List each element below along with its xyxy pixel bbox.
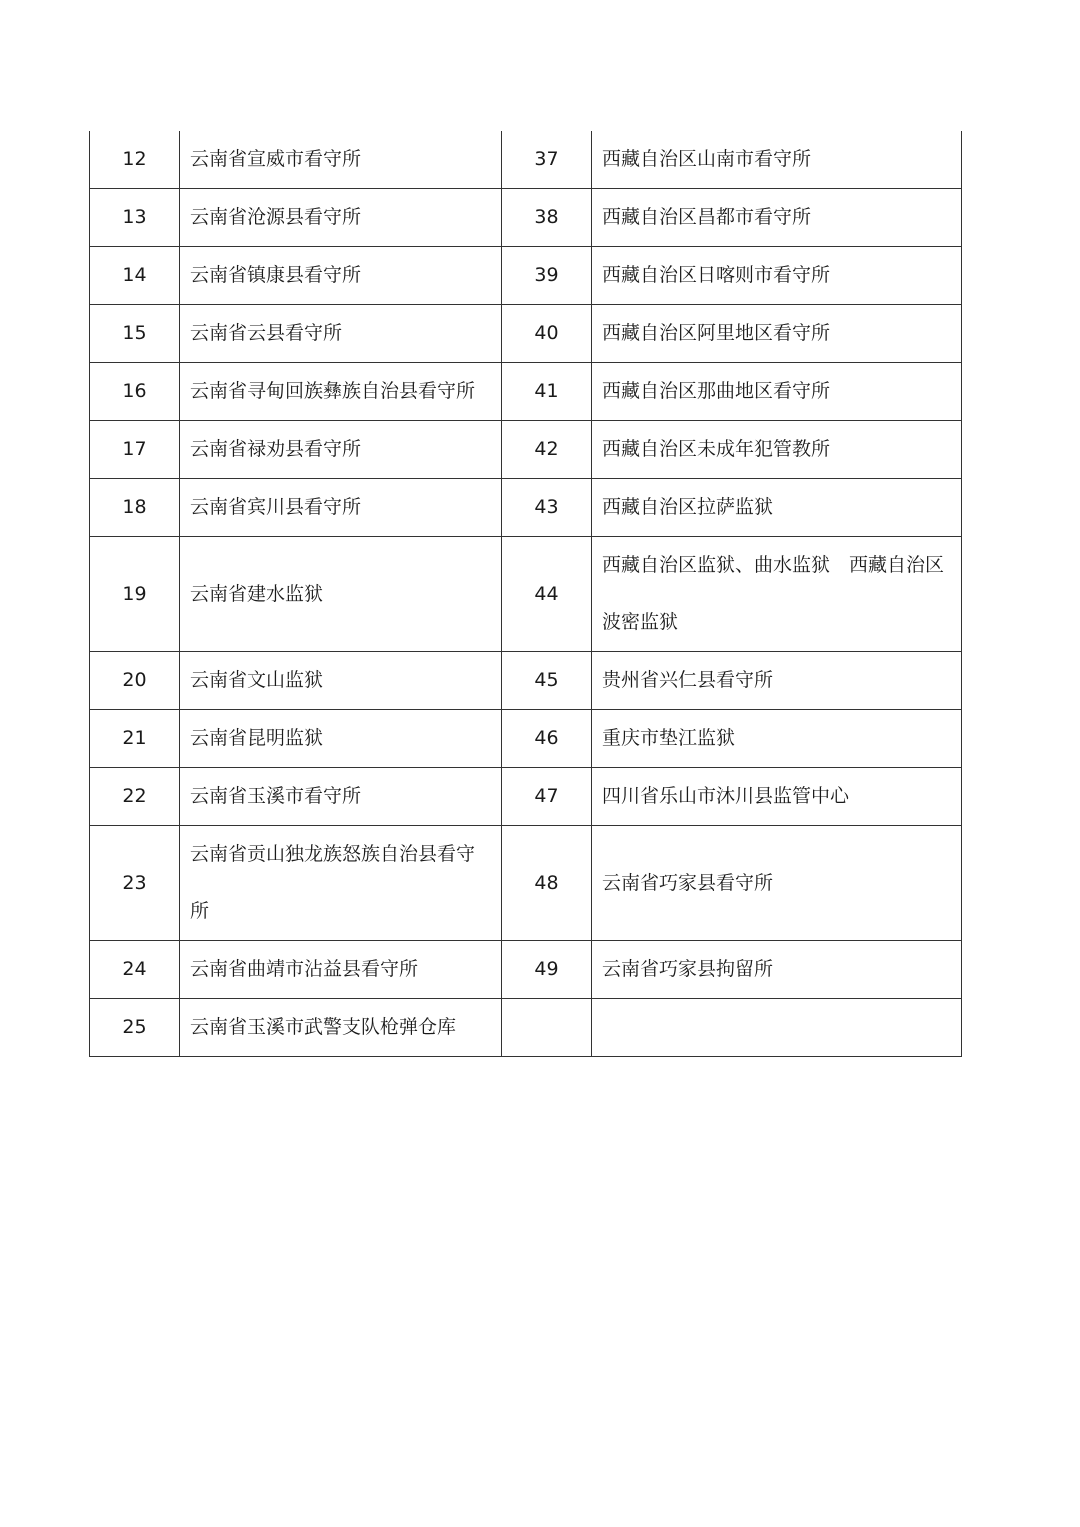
table-row bbox=[90, 999, 962, 1057]
table-row bbox=[90, 826, 962, 941]
right-number-cell: 38 bbox=[502, 189, 592, 247]
left-number-cell: 17 bbox=[90, 421, 180, 479]
left-number-cell: 16 bbox=[90, 363, 180, 421]
left-name-cell: 云南省寻甸回族彝族自治县看守所 bbox=[180, 363, 502, 421]
right-name-cell: 西藏自治区拉萨监狱 bbox=[592, 479, 962, 537]
left-number-cell: 15 bbox=[90, 305, 180, 363]
right-number-cell: 39 bbox=[502, 247, 592, 305]
left-name-cell: 云南省昆明监狱 bbox=[180, 710, 502, 768]
right-number-cell: 45 bbox=[502, 652, 592, 710]
left-number-cell: 12 bbox=[90, 131, 180, 189]
right-name-cell: 西藏自治区山南市看守所 bbox=[592, 131, 962, 189]
right-number-cell: 46 bbox=[502, 710, 592, 768]
left-name-cell: 云南省玉溪市武警支队枪弹仓库 bbox=[180, 999, 502, 1057]
right-number-cell: 43 bbox=[502, 479, 592, 537]
left-name-cell: 云南省宾川县看守所 bbox=[180, 479, 502, 537]
right-name-cell: 西藏自治区日喀则市看守所 bbox=[592, 247, 962, 305]
left-name-cell: 云南省禄劝县看守所 bbox=[180, 421, 502, 479]
table-row bbox=[90, 247, 962, 305]
right-number-cell: 49 bbox=[502, 941, 592, 999]
right-number-cell: 40 bbox=[502, 305, 592, 363]
right-name-cell: 四川省乐山市沐川县监管中心 bbox=[592, 768, 962, 826]
left-number-cell: 14 bbox=[90, 247, 180, 305]
table-row bbox=[90, 305, 962, 363]
right-number-cell bbox=[502, 999, 592, 1057]
right-name-cell: 云南省巧家县看守所 bbox=[592, 826, 962, 941]
left-number-cell: 23 bbox=[90, 826, 180, 941]
table-row bbox=[90, 479, 962, 537]
right-number-cell: 48 bbox=[502, 826, 592, 941]
left-number-cell: 18 bbox=[90, 479, 180, 537]
right-name-cell: 云南省巧家县拘留所 bbox=[592, 941, 962, 999]
right-number-cell: 41 bbox=[502, 363, 592, 421]
left-name-cell: 云南省镇康县看守所 bbox=[180, 247, 502, 305]
right-name-cell: 重庆市垫江监狱 bbox=[592, 710, 962, 768]
left-name-cell: 云南省宣威市看守所 bbox=[180, 131, 502, 189]
table-row bbox=[90, 710, 962, 768]
left-name-cell: 云南省曲靖市沾益县看守所 bbox=[180, 941, 502, 999]
table-row bbox=[90, 363, 962, 421]
right-name-cell: 西藏自治区那曲地区看守所 bbox=[592, 363, 962, 421]
left-name-cell: 云南省建水监狱 bbox=[180, 537, 502, 652]
right-number-cell: 42 bbox=[502, 421, 592, 479]
right-name-cell: 贵州省兴仁县看守所 bbox=[592, 652, 962, 710]
left-number-cell: 21 bbox=[90, 710, 180, 768]
right-number-cell: 37 bbox=[502, 131, 592, 189]
left-number-cell: 20 bbox=[90, 652, 180, 710]
table-row bbox=[90, 537, 962, 652]
right-number-cell: 47 bbox=[502, 768, 592, 826]
right-name-cell: 西藏自治区监狱、曲水监狱 西藏自治区波密监狱 bbox=[592, 537, 962, 652]
left-name-cell: 云南省沧源县看守所 bbox=[180, 189, 502, 247]
table-row bbox=[90, 768, 962, 826]
left-number-cell: 22 bbox=[90, 768, 180, 826]
left-name-cell: 云南省云县看守所 bbox=[180, 305, 502, 363]
left-name-cell: 云南省贡山独龙族怒族自治县看守所 bbox=[180, 826, 502, 941]
right-number-cell: 44 bbox=[502, 537, 592, 652]
right-name-cell: 西藏自治区昌都市看守所 bbox=[592, 189, 962, 247]
table-row bbox=[90, 421, 962, 479]
right-name-cell: 西藏自治区阿里地区看守所 bbox=[592, 305, 962, 363]
left-name-cell: 云南省文山监狱 bbox=[180, 652, 502, 710]
table-row bbox=[90, 189, 962, 247]
table-row bbox=[90, 131, 962, 189]
left-number-cell: 13 bbox=[90, 189, 180, 247]
right-name-cell bbox=[592, 999, 962, 1057]
table-row bbox=[90, 652, 962, 710]
facility-list-table bbox=[89, 131, 962, 1057]
table-row bbox=[90, 941, 962, 999]
left-number-cell: 25 bbox=[90, 999, 180, 1057]
left-name-cell: 云南省玉溪市看守所 bbox=[180, 768, 502, 826]
left-number-cell: 19 bbox=[90, 537, 180, 652]
right-name-cell: 西藏自治区未成年犯管教所 bbox=[592, 421, 962, 479]
left-number-cell: 24 bbox=[90, 941, 180, 999]
